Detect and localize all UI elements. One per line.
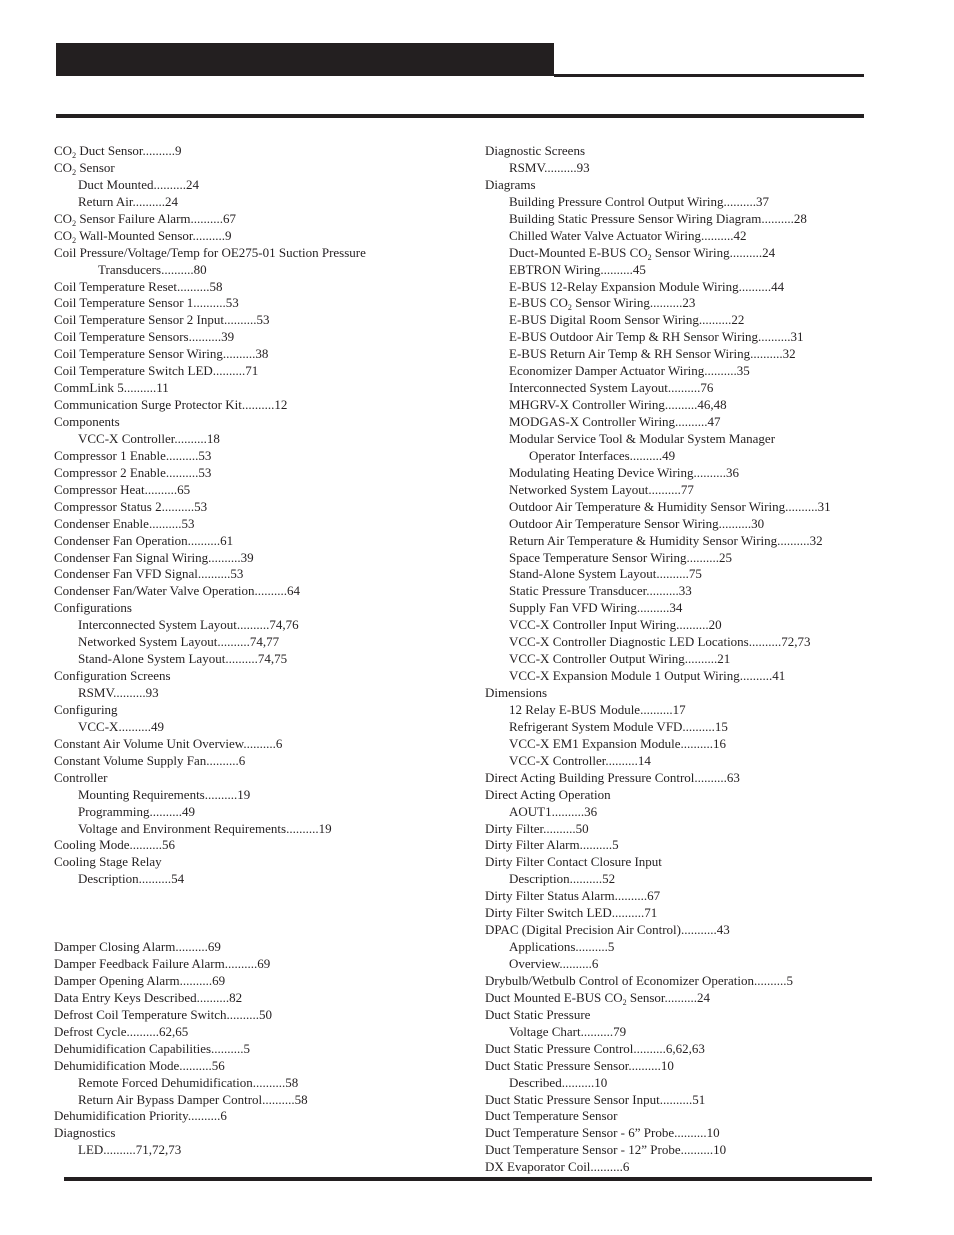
index-entry <box>485 397 905 414</box>
subscript-text: 2 <box>72 218 77 228</box>
index-entry <box>485 279 905 296</box>
index-entry <box>485 888 905 905</box>
index-spacer <box>54 922 474 939</box>
index-entry-text: Configurations <box>54 600 132 616</box>
index-entry <box>54 600 474 617</box>
index-spacer <box>54 888 474 905</box>
index-entry <box>485 1058 905 1075</box>
index-entry-text: Drybulb/Wetbulb Control of Economizer Operation..........5 <box>485 972 794 988</box>
index-entry-text: Building Pressure Control Output Wiring..........37 <box>509 193 769 209</box>
index-entry-text: Coil Temperature Sensors..........39 <box>54 329 235 345</box>
index-entry-text: LED..........71,72,73 <box>78 1142 182 1158</box>
index-entry <box>485 431 905 448</box>
index-entry <box>54 363 474 380</box>
index-entry-text: Condenser Fan VFD Signal..........53 <box>54 566 244 582</box>
index-entry <box>485 1142 905 1159</box>
index-entry-text: Description..........52 <box>509 871 616 887</box>
index-entry-text: Duct Mounted..........24 <box>78 176 199 192</box>
index-entry <box>54 228 474 245</box>
index-entry-text: Stand-Alone System Layout..........75 <box>509 566 702 582</box>
index-entry-text: Compressor 1 Enable..........53 <box>54 447 212 463</box>
index-entry <box>485 1125 905 1142</box>
index-entry-text: Return Air Bypass Damper Control..........58 <box>78 1091 308 1107</box>
index-entry <box>54 956 474 973</box>
index-entry <box>54 1024 474 1041</box>
index-entry <box>54 990 474 1007</box>
index-entry-text: Dehumidification Mode..........56 <box>54 1057 225 1073</box>
subscript-text: 2 <box>72 151 77 160</box>
index-entry <box>485 1041 905 1058</box>
index-entry-text: Wall-Mounted Sensor..........9 <box>76 227 232 243</box>
index-entry <box>485 990 905 1007</box>
index-entry-text: Coil Temperature Sensor 2 Input..........53 <box>54 312 270 328</box>
index-entry <box>54 702 474 719</box>
index-entry <box>485 1007 905 1024</box>
index-entry-text: Coil Pressure/Voltage/Temp for OE275-01 Suction Pressure <box>54 244 366 260</box>
index-entry-text: Duct Static Pressure <box>485 1006 591 1022</box>
index-entry <box>54 550 474 567</box>
index-entry-text: Coil Temperature Switch LED..........71 <box>54 363 259 379</box>
index-entry-text: Diagnostics <box>54 1125 116 1141</box>
index-entry-text: Data Entry Keys Described..........82 <box>54 989 243 1005</box>
index-entry-text: EBTRON Wiring..........45 <box>509 261 646 277</box>
index-entry-text: Economizer Damper Actuator Wiring..........35 <box>509 363 750 379</box>
index-entry-text: Interconnected System Layout..........76 <box>509 380 714 396</box>
index-entry-text: Duct Static Pressure Sensor Input..........51 <box>485 1091 706 1107</box>
index-entry-text: Duct Sensor..........9 <box>76 143 182 158</box>
index-entry <box>485 854 905 871</box>
index-entry <box>54 245 474 262</box>
index-entry-text: Supply Fan VFD Wiring..........34 <box>509 600 683 616</box>
index-entry-text: Condenser Fan Operation..........61 <box>54 532 234 548</box>
index-entry <box>485 668 905 685</box>
index-entry <box>54 668 474 685</box>
index-entry-text: RSMV..........93 <box>509 159 590 175</box>
index-entry-text: Condenser Fan Signal Wiring..........39 <box>54 549 254 565</box>
index-entry-text: E-BUS Return Air Temp & RH Sensor Wiring..........32 <box>509 346 796 362</box>
index-entry-text: VCC-X..........49 <box>78 718 164 734</box>
index-entry-text: Outdoor Air Temperature & Humidity Sensor Wiring..........31 <box>509 498 831 514</box>
index-entry <box>485 651 905 668</box>
index-entry <box>485 160 905 177</box>
index-entry <box>485 346 905 363</box>
index-entry-text: Sensor Wiring..........23 <box>571 295 696 311</box>
index-entry <box>54 1142 474 1159</box>
index-entry-text: Dehumidification Priority..........6 <box>54 1108 227 1124</box>
index-entry <box>54 143 474 160</box>
index-entry <box>485 905 905 922</box>
index-entry <box>485 1075 905 1092</box>
index-entry <box>54 279 474 296</box>
index-entry-text: CommLink 5..........11 <box>54 380 169 396</box>
index-entry <box>54 431 474 448</box>
index-entry <box>485 956 905 973</box>
index-entry <box>485 1024 905 1041</box>
index-entry-text: Refrigerant System Module VFD..........15 <box>509 718 728 734</box>
index-column-right <box>485 143 905 1176</box>
index-entry-text: Defrost Cycle..........62,65 <box>54 1023 189 1039</box>
index-entry <box>54 1092 474 1109</box>
index-entry-text: VCC-X Controller..........18 <box>78 430 220 446</box>
index-entry-text: Duct Temperature Sensor - 6” Probe..........10 <box>485 1125 720 1141</box>
index-entry-text: Sensor <box>76 159 115 175</box>
index-entry-text: MODGAS-X Controller Wiring..........47 <box>509 414 721 429</box>
index-entry <box>54 854 474 871</box>
index-entry-text: Condenser Fan/Water Valve Operation..........64 <box>54 583 301 599</box>
index-entry-text: Building Static Pressure Sensor Wiring Diagram..........28 <box>509 210 807 226</box>
index-entry <box>54 787 474 804</box>
index-entry <box>54 346 474 363</box>
index-entry-text: Dehumidification Capabilities..........5 <box>54 1040 251 1056</box>
index-entry-text: Modulating Heating Device Wiring..........36 <box>509 464 739 480</box>
index-entry <box>54 1058 474 1075</box>
index-entry <box>54 651 474 668</box>
index-entry <box>485 143 905 160</box>
index-entry-text: Remote Forced Dehumidification..........58 <box>78 1074 299 1090</box>
index-entry-text: AOUT1..........36 <box>509 803 598 819</box>
index-entry-text: Coil Temperature Sensor 1..........53 <box>54 295 239 311</box>
index-entry-text: Cooling Stage Relay <box>54 854 162 870</box>
subscript-text: 2 <box>72 167 77 177</box>
index-entry-text: Duct Temperature Sensor - 12” Probe..........10 <box>485 1142 727 1158</box>
index-entry <box>54 685 474 702</box>
index-entry <box>485 837 905 854</box>
index-entry <box>54 380 474 397</box>
index-entry-text: Operator Interfaces..........49 <box>529 447 676 463</box>
index-entry-text: Outdoor Air Temperature Sensor Wiring..........30 <box>509 515 765 531</box>
index-entry <box>54 295 474 312</box>
index-entry <box>54 753 474 770</box>
index-entry-text: Duct Static Pressure Control..........6,62,63 <box>485 1040 705 1056</box>
index-entry-text: Communication Surge Protector Kit..........12 <box>54 397 288 413</box>
subscript-text: 2 <box>622 997 627 1007</box>
index-entry-text: Overview..........6 <box>509 956 599 971</box>
index-entry <box>485 1092 905 1109</box>
index-entry-text: E-BUS Outdoor Air Temp & RH Sensor Wiring..........31 <box>509 329 804 345</box>
index-entry <box>485 973 905 990</box>
index-entry-text: Networked System Layout..........74,77 <box>78 634 280 650</box>
index-entry-text: VCC-X EM1 Expansion Module..........16 <box>509 735 727 751</box>
index-entry-text: Compressor 2 Enable..........53 <box>54 464 212 480</box>
index-entry <box>54 448 474 465</box>
index-entry-prefix: CO <box>54 227 73 243</box>
index-entry-text: Configuration Screens <box>54 668 171 684</box>
index-entry-text: Cooling Mode..........56 <box>54 837 175 853</box>
index-entry <box>54 973 474 990</box>
index-entry <box>485 566 905 583</box>
index-entry <box>54 414 474 431</box>
index-entry <box>54 1125 474 1142</box>
index-spacer <box>54 905 474 922</box>
index-entry-text: MHGRV-X Controller Wiring..........46,48 <box>509 397 727 413</box>
index-entry <box>485 702 905 719</box>
index-entry <box>54 617 474 634</box>
index-entry <box>54 837 474 854</box>
index-entry <box>54 262 474 279</box>
index-entry <box>54 194 474 211</box>
index-entry <box>485 499 905 516</box>
index-entry <box>54 312 474 329</box>
index-entry <box>485 736 905 753</box>
header-rule-short <box>554 74 864 77</box>
index-entry-text: Sensor Failure Alarm..........67 <box>76 210 237 226</box>
index-entry <box>54 770 474 787</box>
subscript-text: 2 <box>72 235 77 245</box>
index-entry-text: Space Temperature Sensor Wiring..........25 <box>509 549 733 565</box>
index-entry <box>485 939 905 956</box>
index-entry <box>485 482 905 499</box>
index-entry <box>54 804 474 821</box>
index-entry-text: Dirty Filter..........50 <box>485 820 589 836</box>
index-entry <box>485 685 905 702</box>
index-entry-text: Return Air Temperature & Humidity Sensor Wiring..........32 <box>509 532 823 548</box>
index-entry-text: Networked System Layout..........77 <box>509 481 694 497</box>
index-entry-prefix: Duct Mounted E-BUS CO <box>485 989 623 1005</box>
index-entry <box>485 516 905 533</box>
index-entry-text: E-BUS 12-Relay Expansion Module Wiring..........44 <box>509 278 785 294</box>
index-entry-text: E-BUS Digital Room Sensor Wiring..........22 <box>509 312 745 328</box>
index-entry <box>485 753 905 770</box>
index-entry <box>485 550 905 567</box>
index-entry <box>485 804 905 821</box>
index-entry <box>485 329 905 346</box>
subscript-text: 2 <box>567 303 572 313</box>
index-entry <box>54 177 474 194</box>
index-entry-text: Constant Volume Supply Fan..........6 <box>54 752 246 768</box>
index-entry-text: Duct Temperature Sensor <box>485 1108 618 1124</box>
index-entry-text: VCC-X Controller Input Wiring..........20 <box>509 617 722 633</box>
index-entry <box>485 1108 905 1125</box>
index-entry-text: Dimensions <box>485 685 548 700</box>
index-entry-text: Programming..........49 <box>78 803 195 819</box>
index-entry <box>54 499 474 516</box>
index-entry-text: Dirty Filter Contact Closure Input <box>485 854 662 870</box>
index-entry-text: Described..........10 <box>509 1074 608 1090</box>
index-entry-prefix: Duct-Mounted E-BUS CO <box>509 244 648 260</box>
index-entry-text: Compressor Status 2..........53 <box>54 498 208 514</box>
index-entry-text: Diagrams <box>485 176 536 192</box>
index-entry <box>485 634 905 651</box>
index-entry-text: Compressor Heat..........65 <box>54 481 191 497</box>
index-entry-text: Coil Temperature Sensor Wiring..........38 <box>54 346 269 362</box>
index-entry <box>54 482 474 499</box>
index-entry-text: Constant Air Volume Unit Overview..........6 <box>54 735 283 751</box>
index-entry <box>485 245 905 262</box>
index-entry-text: Modular Service Tool & Modular System Manager <box>509 430 776 446</box>
index-entry <box>54 1075 474 1092</box>
index-entry <box>485 228 905 245</box>
index-entry <box>485 312 905 329</box>
index-entry <box>485 295 905 312</box>
index-entry <box>54 871 474 888</box>
index-entry-text: Damper Opening Alarm..........69 <box>54 972 226 988</box>
index-entry-text: VCC-X Controller..........14 <box>509 752 651 768</box>
index-entry <box>54 736 474 753</box>
index-entry-text: Configuring <box>54 701 118 717</box>
index-entry-text: Defrost Coil Temperature Switch..........50 <box>54 1006 273 1022</box>
index-entry-text: Dirty Filter Switch LED..........71 <box>485 905 658 921</box>
index-entry <box>485 533 905 550</box>
index-entry <box>54 465 474 482</box>
header-bar <box>56 43 554 76</box>
index-entry-text: Damper Feedback Failure Alarm..........69 <box>54 956 271 971</box>
index-entry <box>54 329 474 346</box>
index-entry-text: Direct Acting Building Pressure Control..........63 <box>485 769 740 785</box>
index-entry-prefix: E-BUS CO <box>509 295 568 311</box>
index-entry-prefix: CO <box>54 210 73 226</box>
index-entry-text: Sensor Wiring..........24 <box>651 244 776 260</box>
index-entry-text: VCC-X Controller Output Wiring..........21 <box>509 651 731 667</box>
index-entry <box>54 583 474 600</box>
index-entry-text: VCC-X Expansion Module 1 Output Wiring..........41 <box>509 668 786 684</box>
index-entry-text: RSMV..........93 <box>78 685 159 700</box>
index-entry <box>485 448 905 465</box>
index-entry <box>54 719 474 736</box>
index-entry-text: Voltage and Environment Requirements..........19 <box>78 820 332 836</box>
index-entry <box>54 211 474 228</box>
index-entry <box>54 516 474 533</box>
index-entry-text: Dirty Filter Status Alarm..........67 <box>485 888 661 904</box>
index-entry <box>485 363 905 380</box>
index-entry <box>485 262 905 279</box>
index-entry <box>485 583 905 600</box>
index-entry-text: Chilled Water Valve Actuator Wiring..........42 <box>509 227 747 243</box>
index-entry-text: Transducers..........80 <box>98 261 207 277</box>
index-entry-text: Description..........54 <box>78 871 185 887</box>
index-entry <box>485 211 905 228</box>
index-entry-text: Voltage Chart..........79 <box>509 1023 627 1039</box>
index-entry-text: Sensor..........24 <box>626 989 711 1005</box>
index-entry-text: 12 Relay E-BUS Module..........17 <box>509 701 686 717</box>
index-entry <box>485 821 905 838</box>
index-entry <box>54 821 474 838</box>
index-entry <box>54 1041 474 1058</box>
index-entry-text: Coil Temperature Reset..........58 <box>54 278 223 294</box>
index-entry <box>54 397 474 414</box>
index-entry <box>54 634 474 651</box>
index-entry <box>485 871 905 888</box>
index-entry-text: Condenser Enable..........53 <box>54 515 195 531</box>
index-entry-text: DX Evaporator Coil..........6 <box>485 1159 630 1175</box>
index-entry <box>485 719 905 736</box>
index-entry-text: Mounting Requirements..........19 <box>78 786 251 802</box>
index-entry <box>485 465 905 482</box>
index-entry-text: Static Pressure Transducer..........33 <box>509 583 692 599</box>
index-entry-text: Interconnected System Layout..........74,76 <box>78 617 299 633</box>
index-entry <box>54 566 474 583</box>
index-entry-text: Duct Static Pressure Sensor..........10 <box>485 1057 674 1073</box>
index-entry <box>54 533 474 550</box>
index-entry-text: Direct Acting Operation <box>485 786 611 802</box>
index-entry-prefix: CO <box>54 159 73 175</box>
index-entry <box>485 600 905 617</box>
index-entry <box>485 1159 905 1176</box>
index-entry <box>485 177 905 194</box>
index-entry-text: Applications..........5 <box>509 939 615 955</box>
index-entry-text: Components <box>54 414 120 429</box>
index-entry-prefix: CO <box>54 143 73 158</box>
index-entry <box>485 617 905 634</box>
footer-rule <box>64 1177 872 1181</box>
index-entry-text: Controller <box>54 769 108 785</box>
index-entry-text: VCC-X Controller Diagnostic LED Locations..........72,73 <box>509 634 811 650</box>
index-entry <box>54 160 474 177</box>
index-entry <box>54 939 474 956</box>
index-entry <box>485 787 905 804</box>
index-entry <box>485 770 905 787</box>
index-entry-text: DPAC (Digital Precision Air Control)...........43 <box>485 922 730 938</box>
index-entry-text: Return Air..........24 <box>78 193 179 209</box>
index-entry-text: Dirty Filter Alarm..........5 <box>485 837 619 853</box>
index-entry <box>54 1007 474 1024</box>
index-entry <box>54 1108 474 1125</box>
index-entry <box>485 380 905 397</box>
index-entry <box>485 194 905 211</box>
header-rule-long <box>56 114 864 118</box>
subscript-text: 2 <box>647 252 652 262</box>
index-entry <box>485 922 905 939</box>
index-entry <box>485 414 905 431</box>
index-column-left <box>54 143 474 1159</box>
index-entry-text: Damper Closing Alarm..........69 <box>54 939 221 955</box>
index-entry-text: Diagnostic Screens <box>485 143 586 158</box>
index-entry-text: Stand-Alone System Layout..........74,75 <box>78 651 288 667</box>
